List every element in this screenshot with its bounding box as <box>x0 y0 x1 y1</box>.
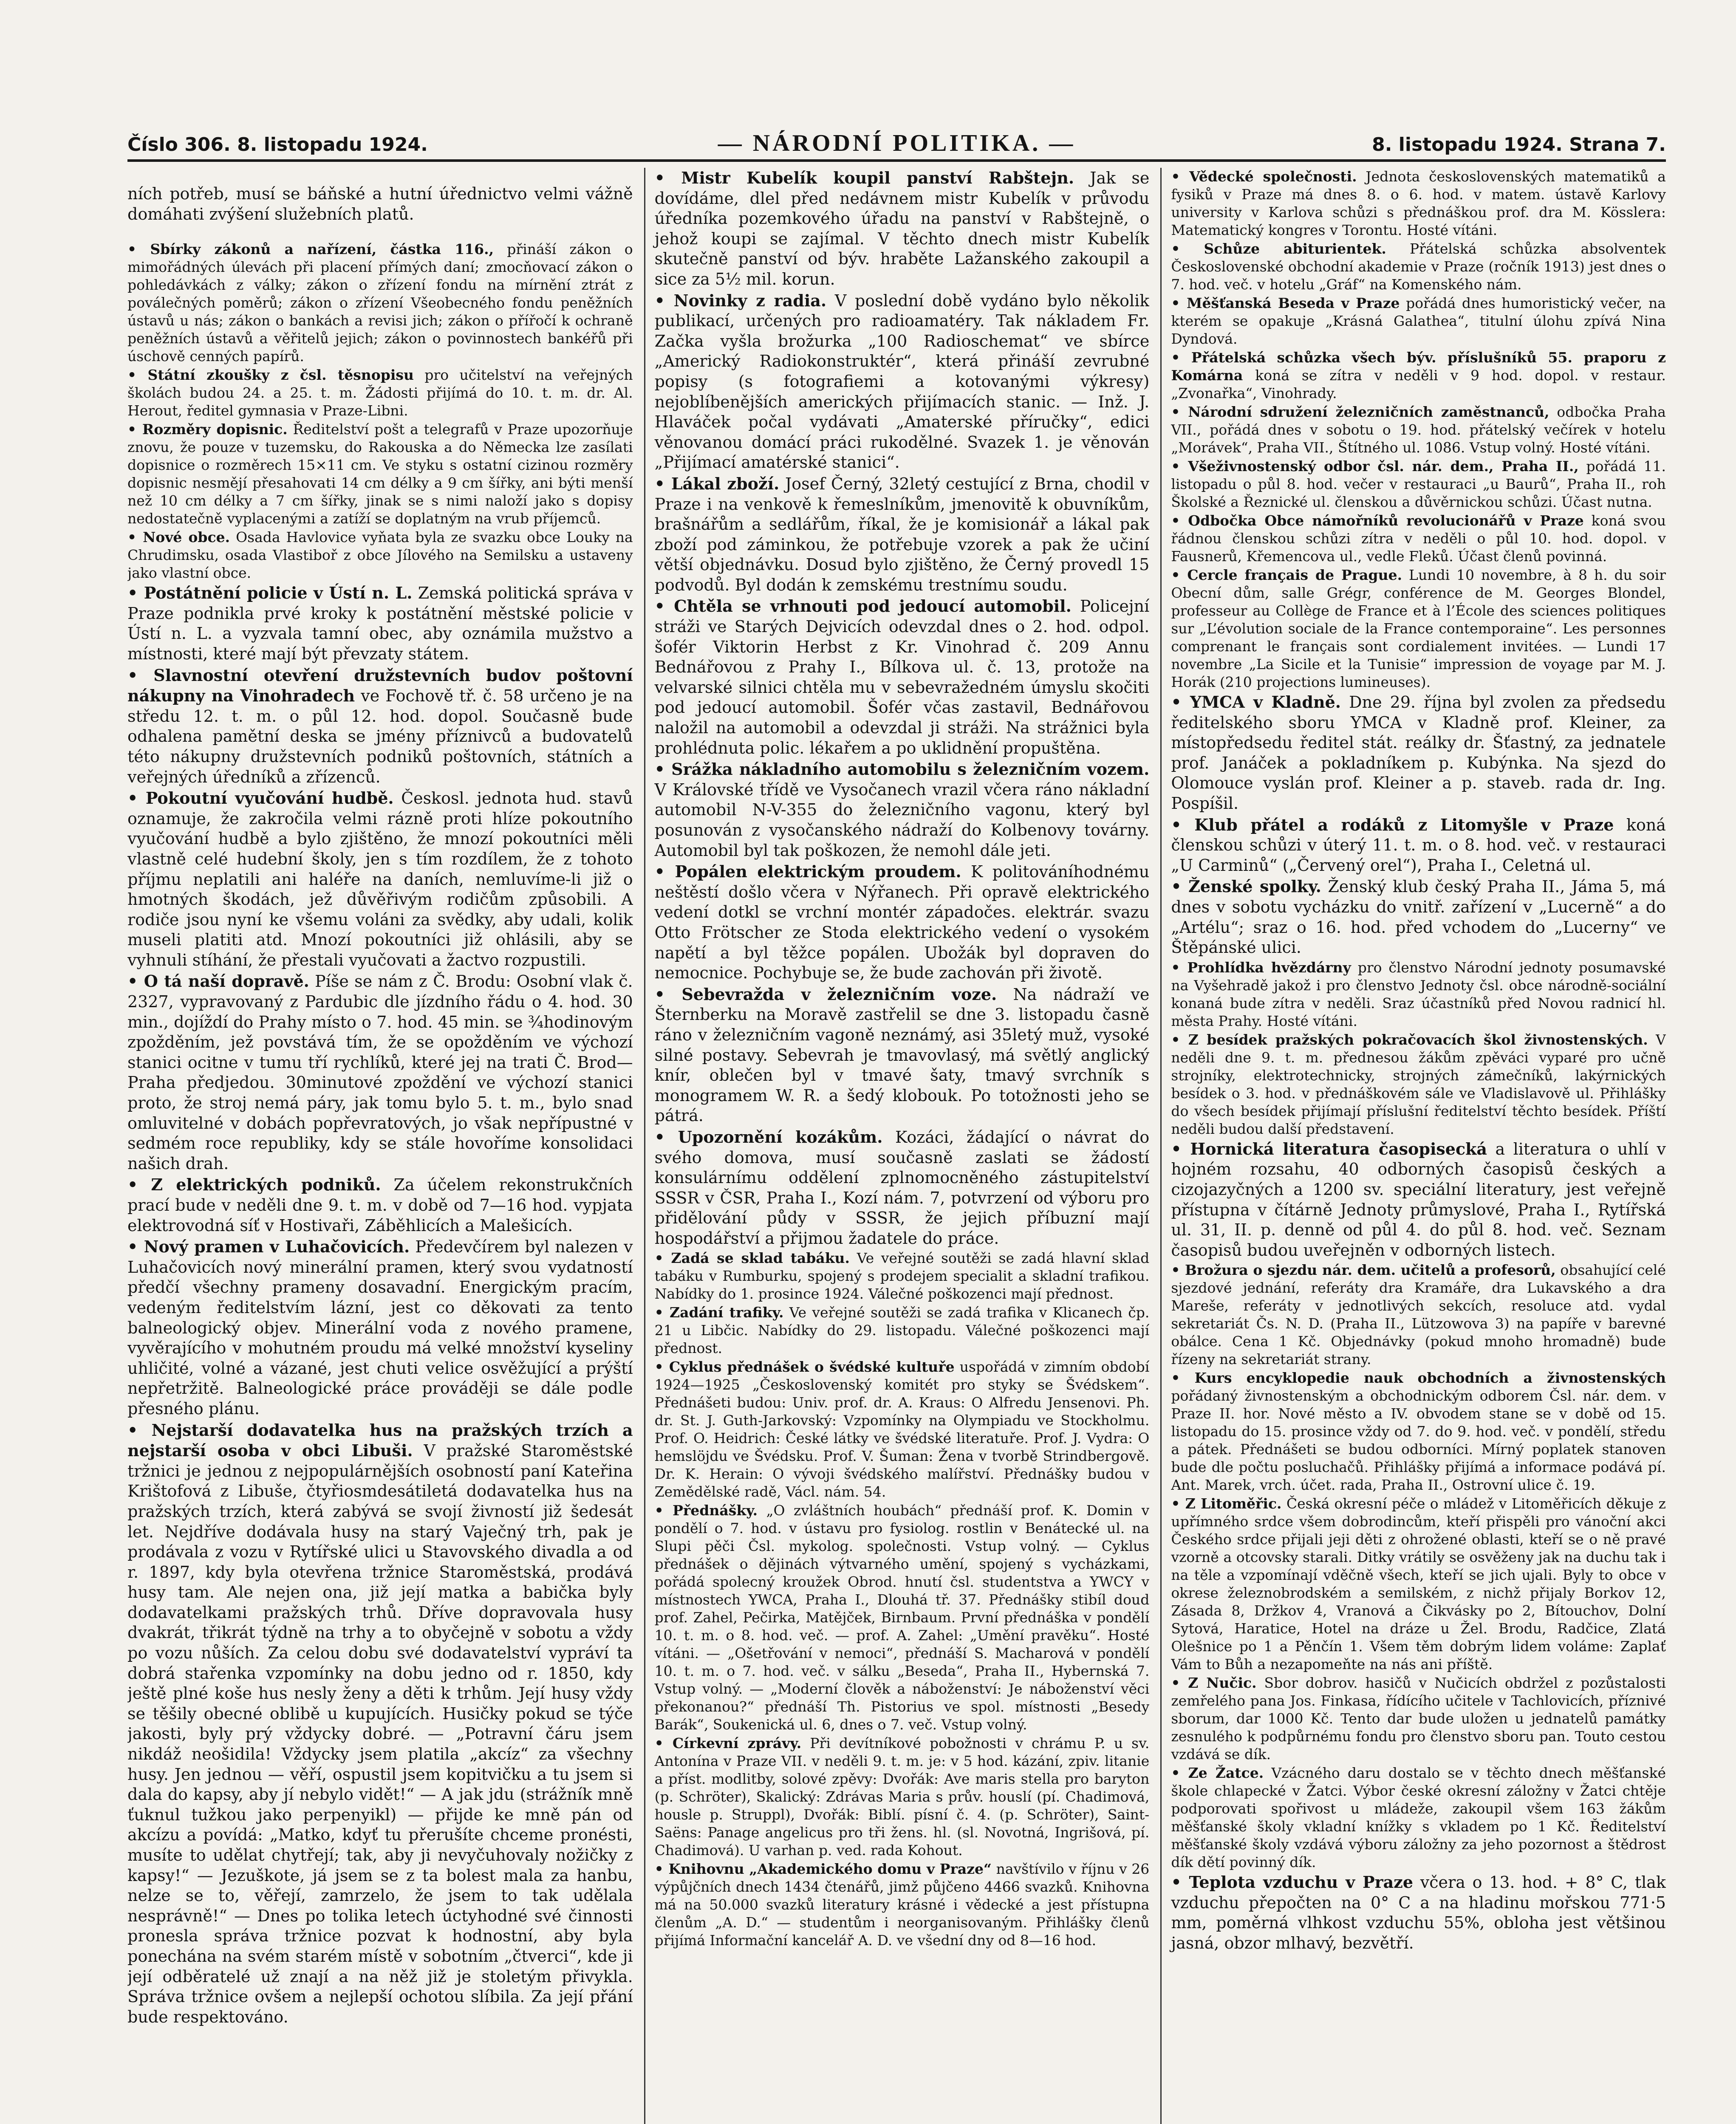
news-item <box>655 168 1150 290</box>
date-page-info: 8. listopadu 1924. Strana 7. <box>1372 134 1666 155</box>
news-item <box>655 291 1150 473</box>
news-item-body: koná svou řádnou členskou schůzi zítra v neděli o půl 10. hod. dopol. v Fausnerů, Křemencova ul., vedle Fleků. Účast členů povinná. <box>1171 512 1666 565</box>
news-item-headline: Odbočka Obce námořníků revolucionářů v Praze <box>1188 512 1584 529</box>
news-item-body: Dne 29. října byl zvolen za předsedu ředitelského sboru YMCA v Kladně prof. Kleiner, za místopředsedu ředitel stát. reálky dr. Šťastný, za jednatele prof. Janáček a pokladníkem p. Kubýnka. Na sjezd do Olomouce vyslán prof. Kleiner a p. staveb. rada dr. Ing. Pospíšil. <box>1171 693 1666 813</box>
news-item-headline: Upozornění kozákům. <box>678 1127 883 1147</box>
news-item-headline: Přátelská schůzka všech býv. příslušníků 55. praporu z Komárna <box>1171 349 1666 384</box>
news-item-body: Píše se nám z Č. Brodu: Osobní vlak č. 2327, vypravovaný z Pardubic dle jízdního řádu o 4. hod. 30 min., dojíždí do Prahy místo o 7. hod. 45 min. se ¾hodinovým zpožděním, jež povstává tím, že se opožděním ve výchozí stanici ocitne v tumu tří rychlíků, které jej na trati Č. Brod—Praha předjedou. 30minutové zpoždění ve výchozí stanici proto, že stroj nemá páry, jak tomu bylo 5. t. m., bylo snad omluvitelné v dobách popřevratových, jo však nepřípustné v sedmém roce republiky, kdy se stále hovoříme konsolidaci našich drah. <box>127 972 633 1173</box>
news-item <box>1171 959 1666 1030</box>
news-item-headline: Zadání trafiky. <box>670 1304 784 1321</box>
news-item-body: Sbor dobrov. hasičů v Nučicích obdržel z pozůstalosti zemřelého pana Jos. Finkasa, řídícího učitele v Tachlovicích, příznivé sborum, dar 1000 Kč. Tento dar bude uložen u jednatelů památky zesnulého k podpůrnému fondu pro členstvo sboru pan. Touto cestou vzdává se dík. <box>1171 1675 1666 1763</box>
news-item-headline: Chtěla se vrhnouti pod jedoucí automobil. <box>674 596 1072 616</box>
news-item-body: ve Fochově tř. č. 58 určeno je na středu 12. t. m. o půl 12. hod. dopol. Současně bude odhalena pamětní deska se jmény příznivců a budovatelů této nákupny družstevních podniků poštovních, státních a veřejných úředníků a zřízenců. <box>127 686 633 786</box>
news-item <box>655 861 1150 983</box>
news-item <box>1171 403 1666 457</box>
news-item-headline: Cercle français de Prague. <box>1187 567 1402 583</box>
news-item <box>1171 349 1666 402</box>
news-item-headline: Vědecké společnosti. <box>1189 168 1357 185</box>
column-3 <box>1160 168 1666 2124</box>
news-item-body: Zemská politická správa v Praze podnikla prvé kroky k postátnění městské policie v Ústí n. L. a vyzvala tamní obec, aby oznámila mužstvo a místnosti, které mají být převzaty státem. <box>127 584 633 663</box>
news-item-body: Přátelská schůzka absolventek Československé obchodní akademie v Praze (ročník 1913) jest dnes o 7. hod. več. v hotelu „Gráf“ na Komenského nám. <box>1171 240 1666 293</box>
news-item <box>1171 1369 1666 1494</box>
news-item <box>127 1420 633 2028</box>
news-item-headline: Nový pramen v Luhačovicích. <box>144 1237 410 1257</box>
bullet-icon: • <box>1171 240 1204 257</box>
column-1 <box>127 168 633 2124</box>
news-item <box>1171 1031 1666 1138</box>
news-item <box>1171 876 1666 957</box>
news-item <box>1171 294 1666 348</box>
bullet-icon: • <box>1171 1139 1190 1158</box>
news-item <box>655 1249 1150 1303</box>
bullet-icon: • <box>127 241 150 258</box>
news-item <box>1171 1674 1666 1763</box>
news-item <box>127 665 633 788</box>
bullet-icon: • <box>654 1127 678 1147</box>
news-item <box>655 984 1150 1126</box>
news-item-headline: Církevní zprávy. <box>672 1735 802 1752</box>
news-item-body: Policejní stráži ve Starých Dejvicích odevzdal dnes o 2. hod. odpol. šofér Viktorin Herbst z Kr. Vinohrad č. 209 Annu Bednářovou z Prahy I., Bílkova ul. č. 13, protože na velvarské silnici chtěla mu v sebevražedném úmyslu skočiti pod jedoucí automobil. Šofér včas zastavil, Bednářovou naložil na automobil a odevzdal ji stráži. Na strážnici byla prohlédnuta polic. lékařem a po uklidnění propuštěna. <box>654 597 1150 757</box>
news-item <box>127 1237 633 1419</box>
news-item-headline: Zadá se sklad tabáku. <box>671 1250 850 1267</box>
news-item-headline: Hornická literatura časopisecká <box>1190 1139 1487 1158</box>
bullet-icon: • <box>1171 1873 1189 1892</box>
news-item <box>1171 692 1666 814</box>
news-item <box>127 528 633 582</box>
news-item-body: koná se zítra v neděli v 9 hod. dopol. v restaur. „Zvonařka“, Vinohrady. <box>1171 367 1666 401</box>
bullet-icon: • <box>1171 1675 1188 1692</box>
news-item-body: pořádá 11. listopadu o půl 8. hod. večer v restauraci „u Baurů“, Praha II., roh Školské a Řeznické ul. členskou a důvěrnickou schůzi. Účast nutna. <box>1171 458 1666 510</box>
news-item-body: Předevčírem byl nalezen v Luhačovicích nový minerální pramen, který svou vydatností předčí všechny prameny dosavadní. Energickým pracím, vedeným ředitelstvím lázní, jest co děkovati za tento balneologický objev. Minerální voda z nového pramene, vyvěrajícího v mohutném proudu má velké množství kyseliny uhličité, volné a vázané, jest chuti velice osvěžující a prýští nepřetržitě. Balneologické práce prováději se dále podle přesného plánu. <box>127 1237 633 1418</box>
column-2 <box>644 168 1150 2124</box>
news-item <box>127 240 633 365</box>
news-item-body: pořádá dnes humoristický večer, na kterém se opakuje „Krásná Galathea“, titulní úlohu zpívá Nina Dyndová. <box>1171 295 1666 347</box>
news-item-body: Na nádraží ve Šternberku na Moravě zastřelil se dne 3. listopadu časně ráno v železničním vagoně neznámý, asi 35letý muž, vysoké silné postavy. Sebevrah je tmavovlasý, má světlý anglický knír, oblečen byl v tmavé šaty, tmavý svrchník s monogramem W. R. a šedý klobouk. Po totožnosti jeho se pátrá. <box>654 985 1150 1125</box>
news-item-body: Jednota československých matematiků a fysiků v Praze má dnes 8. o 6. hod. v matem. ústavě Karlovy university v Karlova schůzi s přednáškou prof. dra M. Kösslera: Matematický kongres v Torontu. Hosté vítáni. <box>1171 168 1666 238</box>
news-item-body: Česká okresní péče o mládež v Litoměřicích děkuje z upřímného srdce všem dobrodincům, kteří přispěli pro vánoční akci Českého srdce přijali jeji děti z ohrožené oblasti, kteří se o ně pravé vzorně a otcovsky starali. Ditky vrátily se osvěženy jak na duchu tak i na těle a vzpomínají vděčně všech, kteří se jich ujali. Byly to obce v okrese železnobrodském a semilském, z nichž přijaly Borkov 12, Zásada 8, Držkov 4, Vranová a Čikvásky po 2, Bítouchov, Dolní Sytová, Haratice, Hotel na dráze u Žel. Brodu, Radčice, Zlatá Olešnice po 1 a Pěnčín 1. Všem těm dobrým lidem voláme: Zaplať Vám to Bůh a nezapomeňte na nás ani příště. <box>1171 1495 1666 1673</box>
bullet-icon: • <box>654 1735 673 1752</box>
bullet-icon: • <box>127 583 144 603</box>
news-item <box>1171 240 1666 294</box>
bullet-icon: • <box>127 972 144 991</box>
bullet-icon: • <box>1171 692 1190 712</box>
bullet-icon: • <box>1171 458 1188 475</box>
news-item-body: Ve veřejné soutěži se zadá trafika v Klicanech čp. 21 u Libčic. Nabídky do 29. listopadu. Válečné poškozenci mají přednost. <box>654 1304 1150 1357</box>
news-item-body: přináší zákon o mimořádných úlevách při placení přímých daní; zmocňovací zákon o pohledávkách z války; zákon o zřízení fondu na mírnění ztrát z poválečných poměrů; zákon o zřízení Všeobecného fondu peněžních ústavů u nás; zákon o bankách a revisi jich; zákon o přířočí k ochraně peněžních ústavů a věřitelů jejich; zákon o povinnostech bankéřů při úschově cenných papírů. <box>127 241 633 365</box>
news-item-headline: YMCA v Kladně. <box>1190 692 1341 712</box>
news-item-body: „O zvláštních houbách“ přednáší prof. K. Domin v pondělí o 7. hod. v ústavu pro fysiolog. rostlin v Benátecké ul. na Slupi pěči Čsl. mykolog. společnosti. Vstup volný. — Cyklus přednášek o dějinách výtvarného umění, spojený s vycházkami, pořádá spolecný kroužek Obrod. hnutí čsl. studentstva a YWCY v místnostech YWCA, Praha I., Dlouhá tř. 37. Přednášky stibíl doud prof. Zahel, Pečirka, Matějček, Birnbaum. První přednáška v pondělí 10. t. m. o 8. hod. več. — prof. A. Zahel: „Umění pravěku“. Hosté vítáni. — „Ošetřování v nemoci“, přednáší S. Macharová v pondělí 10. t. m. o 7. hod. več. v sálku „Beseda“, Praha II., Hybernská 7. Vstup volný. — „Moderní člověk a náboženství: Je náboženství věci překonanou?“ přednáší Th. Pistorius ve spol. místnosti „Besedy Barák“, Soukenická ul. 6, dnes o 7. več. Vstup volný. <box>654 1502 1150 1733</box>
news-item-headline: Prohlídka hvězdárny <box>1187 959 1351 976</box>
bullet-icon: • <box>654 984 682 1004</box>
news-item <box>127 971 633 1174</box>
news-item <box>127 583 633 664</box>
bullet-icon: • <box>1171 1262 1185 1279</box>
bullet-icon: • <box>1171 1031 1188 1048</box>
news-item-body: K politováníhodnému neštěstí došlo včera v Nýřanech. Při opravě elektrického vedení dotkl se vrchní montér západočes. elektrár. svazu Otto Frötscher ze Stoda elektrického vedení o vysokém napětí a byl těžce popálen. Ubožák byl dopraven do nemocnice. Pochybuje se, že bude zachován při životě. <box>654 862 1150 983</box>
news-item-headline: O tá naší dopravě. <box>144 972 309 991</box>
bullet-icon: • <box>1171 404 1188 420</box>
news-item <box>655 596 1150 758</box>
news-item-body: V neděli dne 9. t. m. přednesou žákům zpěváci vyparé pro učně strojníky, elektrotechnicky, strojných zámečníků, lakýrnických besídek o 3. hod. v přednáškovém sále ve Vladislavově ul. Přihlášky do všech besídek přijímají příslušní ředitelství těchto besídek. Příští neděli budou další představení. <box>1171 1031 1666 1137</box>
news-item-headline: Ze Žatce. <box>1188 1765 1264 1782</box>
news-item <box>1171 1764 1666 1871</box>
news-item-headline: Brožura o sjezdu nár. dem. učitelů a profesorů, <box>1185 1262 1556 1279</box>
bullet-icon: • <box>127 1175 151 1195</box>
bullet-icon: • <box>1171 815 1195 834</box>
news-item <box>1171 458 1666 511</box>
bullet-icon: • <box>654 760 672 779</box>
bullet-icon: • <box>654 862 675 881</box>
news-item-body: pořádaný živnostenským a obchodnickým odborem Čsl. nár. dem. v Praze II. hor. Nové město a IV. obvodem stane se v době od 15. listopadu do 15. prosince vždy od 7. do 9. hod. več. v pondělí, středu a pátek. Přednášeti se budou odborníci. Mírný poplatek stanoven bude dle počtu posluchačů. Přihlášky přijímá a informace podává pí. Ant. Marek, vrch. účet. rada, Praha II., Ostrovní ulice č. 19. <box>1171 1387 1666 1494</box>
news-item-body: Ženský klub český Praha II., Jáma 5, má dnes v sobotu vycházku do vnitř. zařízení v „Lucerně“ a do „Artélu“; sraz o 16. hod. před vchodem do „Lucerny“ ve Štěpánské ulici. <box>1171 877 1666 957</box>
bullet-icon: • <box>654 596 674 616</box>
article-columns <box>127 168 1666 2124</box>
news-item-body: Kozáci, žádající o návrat do svého domova, musí současně zaslati se žádostí konsulárnímu oddělení zplnomocněného zástupitelství SSSR v ČSR, Praha I., Kozí nám. 7, potvrzení od výboru pro přidělování půdy v SSSR, že jejich příbuzní mají hospodářství a přijmou žadatele do práce. <box>654 1127 1150 1248</box>
news-item-body: odbočka Praha VII., pořádá dnes v sobotu o 19. hod. přátelský večírek v hotelu „Morávek“, Praha VII., Štítného ul. 1086. Vstup volný. Hosté vítáni. <box>1171 404 1666 456</box>
news-item-body: Josef Černý, 32letý cestující z Brna, chodil v Praze i na venkově k řemeslníkům, jmenovitě k obuvníkům, brašnářům a sedlářům, říkal, že je komisionář a lákal pak zboží pod záminkou, že potřebuje vzorek a pak že učiní větší objednávku. Dosud bylo zjištěno, že Černý provedl 15 podvodů. Byl dodán k zemskému trestnímu soudu. <box>654 474 1150 594</box>
news-item-body: Jak se dovídáme, dlel před nedávnem mistr Kubelík v průvodu úředníka pozemkového úřadu na panství v Rabštejně, o jehož koupi se zajímal. V těchto dnech mistr Kubelík skutečně panství od býv. hraběte Lažanského zakoupil a sice za 5½ mil. korun. <box>654 169 1150 288</box>
news-item-body: Za účelem rekonstrukčních prací bude v neděli dne 9. t. m. v době od 7—16 hod. vypjata elektrovodná síť v Hostivaři, Záběhlicích a Malešicích. <box>127 1175 633 1235</box>
news-item-body: Lundi 10 novembre, à 8 h. du soir Obecní dům, salle Grégr, conférence de M. Georges Blondel, professeur au Collège de France et à l’École des sciences politiques sur „L’évolution sociale de la France contemporaine“. Les personnes comprenant le français sont cordialement invitées. — Lundi 17 novembre „La Sicile et la Tunisie“ impression de voyage par M. J. Horák (210 projections lumineuses). <box>1171 567 1666 690</box>
news-item-headline: Měšťanská Beseda v Praze <box>1186 295 1400 311</box>
bullet-icon: • <box>654 1250 671 1267</box>
news-item-body: pro učitelství na veřejných školách budou 24. a 25. t. m. Žádosti přijímá do 10. t. m. dr. Al. Herout, ředitel gymnasia v Praze-Libni. <box>127 367 633 419</box>
news-item <box>1171 815 1666 876</box>
bullet-icon: • <box>654 1502 673 1519</box>
news-item <box>127 1175 633 1236</box>
news-item <box>655 1502 1150 1734</box>
news-item-headline: Pokoutní vyučování hudbě. <box>145 788 394 808</box>
bullet-icon: • <box>654 168 681 187</box>
news-item-headline: Z besídek pražských pokračovacích škol živnostenských. <box>1188 1031 1648 1048</box>
bullet-icon: • <box>1171 877 1189 896</box>
bullet-icon: • <box>1171 1370 1195 1387</box>
bullet-icon: • <box>1171 168 1190 185</box>
news-item <box>1171 1872 1666 1953</box>
news-item-headline: Popálen elektrickým proudem. <box>675 862 961 881</box>
news-item-headline: Rozměry dopisnic. <box>142 421 288 438</box>
news-item-headline: Lákal zboží. <box>671 474 780 493</box>
news-item-headline: Knihovnu „Akademického domu v Praze“ <box>668 1861 992 1878</box>
news-item <box>1171 1261 1666 1368</box>
bullet-icon: • <box>1171 349 1191 366</box>
news-item <box>1171 1139 1666 1261</box>
news-item-body: uspořádá v zimním období 1924—1925 „Československý komitét pro styky se Švédskem“. Přednášeti budou: Univ. prof. dr. A. Kraus: O Alfredu Jensenovi. Ph. dr. St. J. Guth-Jarkovský: Vzpomínky na Olympiadu ve Stockholmu. Prof. O. Heidrich: České látky ve švédské literatuře. Prof. J. Vydra: O hemslöjdu ve Švédsku. Prof. V. Šuman: Žena v tvorbě Strindbergově. Dr. K. Herain: O vývoji švédského malířství. Přednášky budou v Zemědělské radě, Václ. nám. 54. <box>654 1359 1150 1500</box>
news-item <box>1171 168 1666 239</box>
news-item-headline: Nové obce. <box>143 529 230 546</box>
news-item-headline: Postátnění policie v Ústí n. L. <box>144 583 413 603</box>
news-item <box>655 1304 1150 1357</box>
news-item-headline: Z elektrických podniků. <box>151 1175 381 1195</box>
news-item-headline: Schůze abiturientek. <box>1204 240 1386 257</box>
news-item-headline: Ženské spolky. <box>1188 877 1322 896</box>
news-item-headline: Národní sdružení železničních zaměstnanců, <box>1188 404 1549 420</box>
news-item-headline: Srážka nákladního automobilu s železničním vozem. <box>671 760 1150 779</box>
bullet-icon: • <box>654 1304 670 1321</box>
news-item-body: Při devítníkové pobožnosti v chrámu P. u sv. Antonína v Praze VII. v neděli 9. t. m. je: v 5 hod. kázání, zpiv. litanie a příst. modlitby, solové zpěvy: Dvořák: Ave maris stella pro baryton (p. Schröter), Skalický: Zdrávas Maria s prův. houslí (pí. Chadimová, housle p. Struppl), Dvořák: Biblí. písní č. 4. (p. Schröter), Saint-Saëns: Panage angelicus pro tři žens. hl. (sl. Novotná, Ingrišová, pí. Chadimová). U varhan p. ved. rada Kohout. <box>654 1735 1150 1859</box>
news-item <box>655 1860 1150 1949</box>
news-item-headline: Z Litoměřic. <box>1185 1495 1282 1512</box>
news-item <box>1171 566 1666 691</box>
news-item-headline: Kurs encyklopedie nauk obchodních a živnostenských <box>1194 1370 1666 1387</box>
continued-text: ních potřeb, musí se báňské a hutní úřednictvo velmi vážně domáhati zvýšení služebních platů. <box>127 184 633 223</box>
bullet-icon: • <box>1171 959 1187 976</box>
news-item-body: Ředitelství pošt a telegrafů v Praze upozorňuje znovu, že pouze v tuzemsku, do Rakouska a do Německa lze zasílati dopisnice o rozměrech 15×11 cm. Ve styku s ostatní cizinou rozměry dopisnic nesmějí přesahovati 14 cm délky a 9 cm šířky, ani býti menší než 10 cm délky a 7 cm šířky, jinak se s nimi naloží jako s dopisy nedostatečně vyplacenými a zatíží se doplatným na vrub příjemců. <box>127 421 633 527</box>
news-item <box>1171 512 1666 565</box>
bullet-icon: • <box>1171 1765 1188 1782</box>
bullet-icon: • <box>127 421 142 438</box>
news-item <box>655 1127 1150 1249</box>
news-item-body: V pražské Staroměstské tržnici je jednou z nejpopulárnějších osobností paní Kateřina Krištofová z Libuše, čtyřiosmdesátiletá dodavatelka hus na pražských trzích, která zabývá se svojí živností již šedesát let. Nejdříve dodávala husy na starý Vaječný trh, pak je prodávala z vozu v Rytířské ulici u Stavovského divadla a od r. 1897, kdy byla otevřena tržnice Staroměstská, prodává husy tam. Ale nejen ona, již její matka a babička byly dodavatelkami pražských trhů. Dříve dopravovala husy dvakrát, třikrát týdně na trhy a to obyčejně v sobotu a vždy po vozu nůších. Za celou dobu své dodavatelství vypráví ta dobrá stařenka vzpomínky na dobu jedno od r. 1850, kdy ještě plné koše hus nesly ženy a děti k trhům. Její husy vždy se těšily obecné oblibě u kupujících. Husičky pokud se týče jakosti, byly prý vždycky dobré. — „Potravní čáru jsem nikdáž neošidila! Vždycky jsem platila „akcíz“ za všechny husy. Jen jednou — věří, ospustil jsem kopitvičku a tu jsem si dala do kapsy, aby jí nebylo vidět!“ — A jak jdu (strážník mně ťuknul tužkou jako perpenyikl) — přijde ke mně pán od akcízu a povídá: „Matko, kdyť tu přerušíte chceme pronésti, musíte to udělat chytřejí; tak, aby ji nevyčuhovaly nožičky z kapsy!“ — Jezuškote, já jsem se z ta bolest mala za hanbu, nelze se to, věřejí, zamrzelo, že jsem to tak udělala nesprávně!“ — Dnes po tolika letech úctyhodné své činnosti pronesla správa tržnice pozvat k hodnostní, aby byla ponechána na svém starém místě v sobotním „čtverci“, kde ji její odběratelé už znají a na něž již je stoletým přivykla. Správa tržnice ovšem a nejlepší ochotou slíbila. Za její přání bude respektováno. <box>127 1441 633 2026</box>
news-item-headline: Z Nučic. <box>1188 1675 1257 1692</box>
news-item <box>127 788 633 970</box>
news-item-body: Českosl. jednota hud. stavů oznamuje, že zakročila velmi rázně proti hlíze pokoutního vyučování hudbě a bylo zjištěno, že mnozí pokoutníci měli vlastně celé hudební školy, jen s tím rozdílem, že z tohoto příjmu neplatili ani haléře na daních, nemluvíme-li již o hmotných škodách, jež důvěřivým rodičům způsobili. A rodiče jsou nyní ke všemu voláni za svědky, aby udali, kolik museli platiti atd. Mnozí pokoutníci již ohlásili, aby se vyhnuli stíhání, že přestali vyučovati a žactvo rozpustili. <box>127 789 633 969</box>
news-item-headline: Přednášky. <box>673 1502 758 1519</box>
news-item-body: a literatura o uhlí v hojném rozsahu, 40 odborných časopisů českých a cizojazyčných a 1200 sv. speciální literatury, jest veřejně přístupna v čítárně Jednoty průmyslové, Praha I., Rytířská ul. 31, II. p. denně od půl 4. do půl 8. hod. več. Seznam časopisů budou uveřejněn v odborných listech. <box>1171 1139 1666 1260</box>
news-item-body: koná členskou schůzi v úterý 11. t. m. o 8. hod. več. v restauraci „U Carminů“ („Červený orel“), Praha I., Celetná ul. <box>1171 815 1666 875</box>
news-item-body: navštívilo v říjnu v 26 výpůjčních dnech 1434 čtenářů, jimž půjčeno 4466 svazků. Knihovna má na 50.000 svazků literatury krásné i vědecké a jest přístupna členům „A. D.“ — studentům i neorganisovaným. Přihlášky členů přijímá Informační kancelář A. D. ve všední dny od 8—16 hod. <box>654 1861 1150 1949</box>
news-item-body: V Královské třídě ve Vysočanech vrazil včera ráno nákladní automobil N-V-355 do železničního vagonu, který byl posunován z vysočanského nádraží do Kolbenovy továrny. Automobil byl tak poškozen, že nemohl dále jeti. <box>654 780 1150 860</box>
news-item-body: Vzácného daru dostalo se v těchto dnech měšťanské škole chlapecké v Žatci. Výbor české okresní záložny v Žatci chtěje podporovati spořivost u mládeže, zakoupil všem 163 žákům měšťanské školy vkladní knížky s vkladem po 1 Kč. Ředitelství měšťanské školy vzdává výboru záložny za jeho pozornost a štědrost dík dětí povinný dík. <box>1171 1765 1666 1871</box>
news-item-headline: Sbírky zákonů a nařízení, částka 116., <box>150 241 494 258</box>
news-item-body: Osada Havlovice vyňata byla ze svazku obce Louky na Chrudimsku, osada Vlastiboř z obce Jílového na Semilsku a ustaveny jako vlastní obce. <box>127 529 633 582</box>
page-header <box>127 130 1666 162</box>
news-item <box>655 759 1150 861</box>
news-item <box>655 1358 1150 1501</box>
news-item-headline: Nejstarší dodavatelka hus na pražských trzích a nejstarší osoba v obci Libuši. <box>127 1420 633 1460</box>
news-item-body: pro členstvo Národní jednoty posumavské na Vyšehradě jakož i pro členstvo Jednoty čsl. obce národně-sociální konaná bude zítra v neděli. Sraz účastníků před Novou radnicí hl. města Prahy. Hosté vítáni. <box>1171 959 1666 1029</box>
news-item-body: obsahující celé sjezdové jednání, referáty dra Kramáře, dra Lukavského a dra Mareše, referáty v jednotlivých sekcích, resoluce atd. vydal sekretariát Čs. N. D. (Praha II., Lützowova 3) na papíře v barevné obálce. Cena 1 Kč. Objednávky (pokud mnoho hromadně) bude řízeny na sekretariát strany. <box>1171 1262 1666 1368</box>
news-item <box>655 1734 1150 1859</box>
bullet-icon: • <box>127 1420 152 1440</box>
bullet-icon: • <box>1171 567 1187 583</box>
bullet-icon: • <box>127 1237 144 1257</box>
bullet-icon: • <box>1171 295 1187 311</box>
bullet-icon: • <box>127 529 143 546</box>
news-item-body: Ve veřejné soutěži se zadá hlavní sklad tabáku v Rumburku, spojený s prodejem specialit a skladní trafikou. Nabídky do 1. prosince 1924. Válečné poškozenci mají přednost. <box>654 1250 1150 1302</box>
news-item-headline: Cyklus přednášek o švédské kultuře <box>669 1359 955 1376</box>
bullet-icon: • <box>1171 1495 1185 1512</box>
news-item-headline: Mistr Kubelík koupil panství Rabštejn. <box>681 168 1074 187</box>
bullet-icon: • <box>1171 512 1188 529</box>
issue-info: Číslo 306. 8. listopadu 1924. <box>127 134 428 155</box>
news-item <box>127 421 633 528</box>
news-item-headline: Státní zkoušky z čsl. těsnopisu <box>147 367 414 384</box>
bullet-icon: • <box>654 474 671 493</box>
newspaper-title: — NÁRODNÍ POLITIKA. — <box>718 130 1076 156</box>
news-item-body: V poslední době vydáno bylo několik publikací, určených pro radioamatéry. Tak nákladem Fr. Začka vyšla brožurka „100 Radioschemat“ ve sbírce „Americký Radiokonstruktér“, která přináší zevrubné popisy (s fotografiemi a kotovanými výkresy) nejoblíbenějších amerických přijímacích stanic. — Inž. J. Hlaváček počal vydávati „Amaterské příručky“, edici věnovanou domácí práci rukodělné. Svazek 1. je věnován „Přijímací amatérské stanici“. <box>654 291 1150 472</box>
news-item-headline: Sebevražda v železničním voze. <box>681 984 997 1004</box>
bullet-icon: • <box>127 367 148 384</box>
news-item-headline: Teplota vzduchu v Praze <box>1189 1873 1414 1892</box>
news-item-headline: Všeživnostenský odbor čsl. nár. dem., Praha II., <box>1188 458 1579 475</box>
bullet-icon: • <box>127 788 146 808</box>
news-item-body: včera o 13. hod. + 8° C, tlak vzduchu přepočten na 0° C a na hladinu mořskou 771·5 mm, poměrná vlhkost vzduchu 55%, obloha jest většinou jasná, obzor mlhavý, bezvětří. <box>1171 1873 1666 1953</box>
news-item <box>127 366 633 420</box>
news-item <box>655 474 1150 596</box>
bullet-icon: • <box>654 1861 669 1878</box>
bullet-icon: • <box>127 665 154 685</box>
news-item-headline: Slavnostní otevření družstevních budov poštovní nákupny na Vinohradech <box>127 665 633 706</box>
bullet-icon: • <box>654 1359 669 1376</box>
news-item-headline: Novinky z radia. <box>673 291 827 310</box>
news-item-headline: Klub přátel a rodáků z Litomyšle v Praze <box>1194 815 1614 834</box>
news-item <box>1171 1495 1666 1673</box>
bullet-icon: • <box>654 291 674 310</box>
